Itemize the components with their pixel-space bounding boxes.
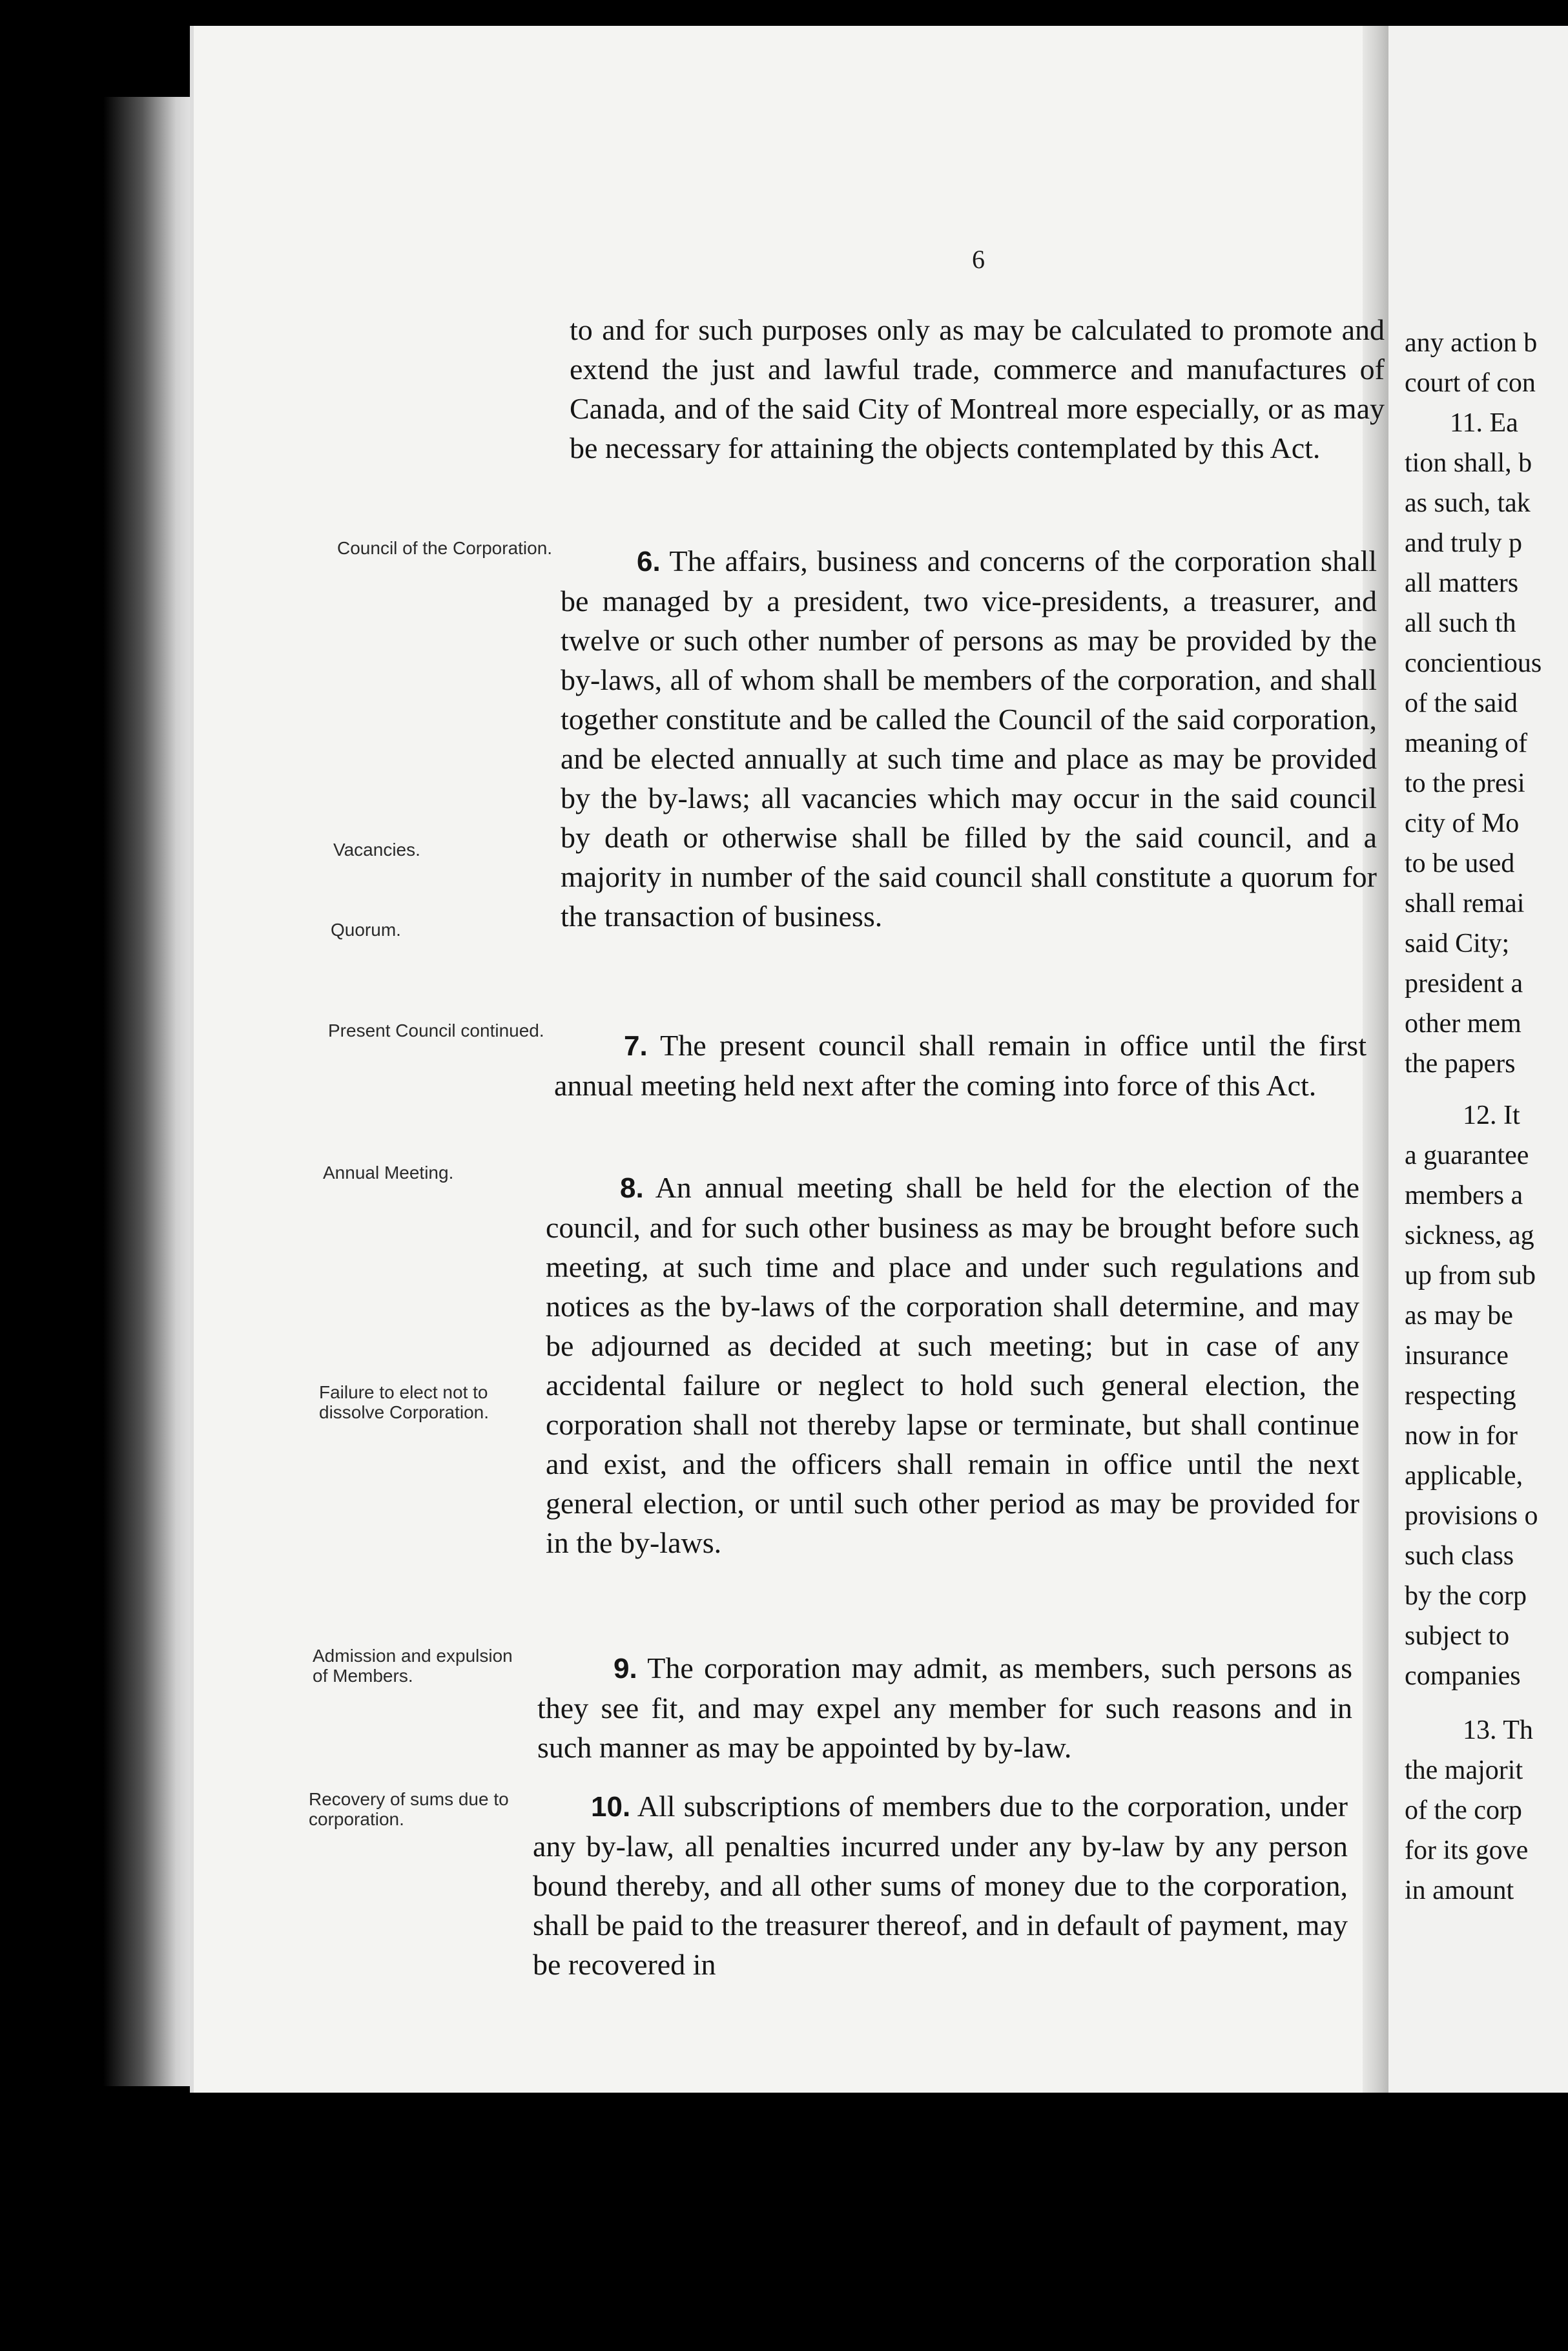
- right-line: applicable,: [1405, 1461, 1523, 1491]
- right-line: said City;: [1405, 929, 1510, 958]
- margin-note-council: Council of the Corporation.: [337, 538, 553, 558]
- right-line: to the presi: [1405, 769, 1525, 798]
- right-line: concientious: [1405, 648, 1542, 678]
- page-edge-shadow: [103, 97, 200, 2086]
- right-line: court of con: [1405, 368, 1536, 398]
- right-line: a guarantee: [1405, 1141, 1529, 1170]
- margin-note-annual-meeting: Annual Meeting.: [323, 1163, 454, 1183]
- right-line: provisions o: [1405, 1501, 1538, 1531]
- right-line: such class: [1405, 1541, 1514, 1571]
- page-number: 6: [972, 245, 985, 274]
- scan-border: [0, 2093, 1568, 2351]
- right-line: president a: [1405, 969, 1523, 999]
- right-line: as may be: [1405, 1301, 1513, 1331]
- margin-note-recovery: Recovery of sums due to corporation.: [309, 1789, 509, 1829]
- section-number: 6.: [637, 546, 661, 577]
- section-number: 8.: [620, 1172, 644, 1204]
- right-line: all such th: [1405, 608, 1516, 638]
- right-line: now in for: [1405, 1421, 1518, 1451]
- right-line: the majorit: [1405, 1755, 1523, 1785]
- right-line: and truly p: [1405, 528, 1522, 558]
- margin-note-present-council: Present Council continued.: [328, 1020, 544, 1041]
- section-8: [546, 1168, 1359, 1562]
- right-line: 11. Ea: [1450, 408, 1518, 438]
- right-line: any action b: [1405, 328, 1538, 358]
- section-text: An annual meeting shall be held for the election of the council, and for such other business as may be brought before such meeting, at such time and place and under such regulations and notices as the by-laws of the corporation shall determine, and may be adjourned as decided at such meeting; but in case of any accidental failure or neglect to hold such general election, the corporation shall not thereby lapse or terminate, but shall continue and exist, and the officers shall remain in office until the next general election, or until such other period as may be provided for in the by-laws.: [546, 1171, 1359, 1559]
- margin-note-vacancies: Vacancies.: [333, 840, 420, 860]
- section-7: [554, 1026, 1367, 1105]
- right-line: sickness, ag: [1405, 1221, 1534, 1250]
- section-text: The corporation may admit, as members, such persons as they see fit, and may expel any member for such reasons and in such manner as may be appointed by by-law.: [537, 1652, 1352, 1764]
- intro-paragraph: [570, 310, 1385, 468]
- right-line: tion shall, b: [1405, 448, 1532, 478]
- margin-note-admission: Admission and expulsion of Members.: [313, 1646, 513, 1686]
- section-text: All subscriptions of members due to the corporation, under any by-law, all penalties incurred under any by-law by any person bound thereby, and all other sums of money due to the corporation, shall be paid to the treasurer thereof, and in default of payment, may be recovered in: [533, 1790, 1348, 1981]
- right-line: by the corp: [1405, 1581, 1527, 1611]
- right-line: 12. It: [1463, 1101, 1520, 1130]
- right-line: 13. Th: [1463, 1715, 1533, 1745]
- right-line: subject to: [1405, 1621, 1510, 1651]
- right-line: members a: [1405, 1181, 1523, 1210]
- right-line: shall remai: [1405, 889, 1525, 918]
- margin-note-failure-to-elect: Failure to elect not to dissolve Corporation.: [319, 1382, 490, 1422]
- right-line: city of Mo: [1405, 809, 1520, 838]
- right-line: of the said: [1405, 689, 1518, 718]
- right-line: other mem: [1405, 1009, 1522, 1039]
- right-line: as such, tak: [1405, 488, 1531, 518]
- right-line: to be used: [1405, 849, 1515, 878]
- right-line: all matters: [1405, 568, 1519, 598]
- right-line: companies: [1405, 1661, 1521, 1691]
- section-text: The present council shall remain in office until the first annual meeting held next after the coming into force of this Act.: [554, 1029, 1367, 1102]
- section-number: 7.: [624, 1030, 648, 1062]
- right-line: the papers: [1405, 1049, 1516, 1079]
- right-line: respecting: [1405, 1381, 1516, 1411]
- intro-text: to and for such purposes only as may be calculated to promote and extend the just and lawful trade, commerce and manufactures of Canada, and of the said City of Montreal more especially, or as may be necessary for attaining the objects contemplated by this Act.: [570, 313, 1385, 464]
- section-9: [537, 1648, 1352, 1767]
- right-page-text: [1405, 323, 1542, 1911]
- section-text: The affairs, business and concerns of the corporation shall be managed by a president, two vice-presidents, a treasurer, and twelve or such other number of persons as may be provided by the by-laws, all of whom shall be members of the corporation, and shall together constitute and be called the Council of the said corporation, and be elected annually at such time and place as may be provided by the by-laws; all vacancies which may occur in the said council by death or otherwise shall be filled by the said council, and a majority in number of the said council shall constitute a quorum for the transaction of business.: [561, 544, 1377, 933]
- section-number: 10.: [591, 1791, 631, 1823]
- right-line: insurance: [1405, 1341, 1509, 1371]
- margin-note-quorum: Quorum.: [331, 920, 401, 940]
- section-number: 9.: [614, 1653, 637, 1684]
- right-line: of the corp: [1405, 1796, 1522, 1825]
- right-line: in amount: [1405, 1876, 1514, 1905]
- right-line: for its gove: [1405, 1836, 1529, 1865]
- right-line: up from sub: [1405, 1261, 1536, 1290]
- section-10: [533, 1787, 1348, 1984]
- right-line: meaning of: [1405, 729, 1528, 758]
- section-6: [561, 541, 1377, 936]
